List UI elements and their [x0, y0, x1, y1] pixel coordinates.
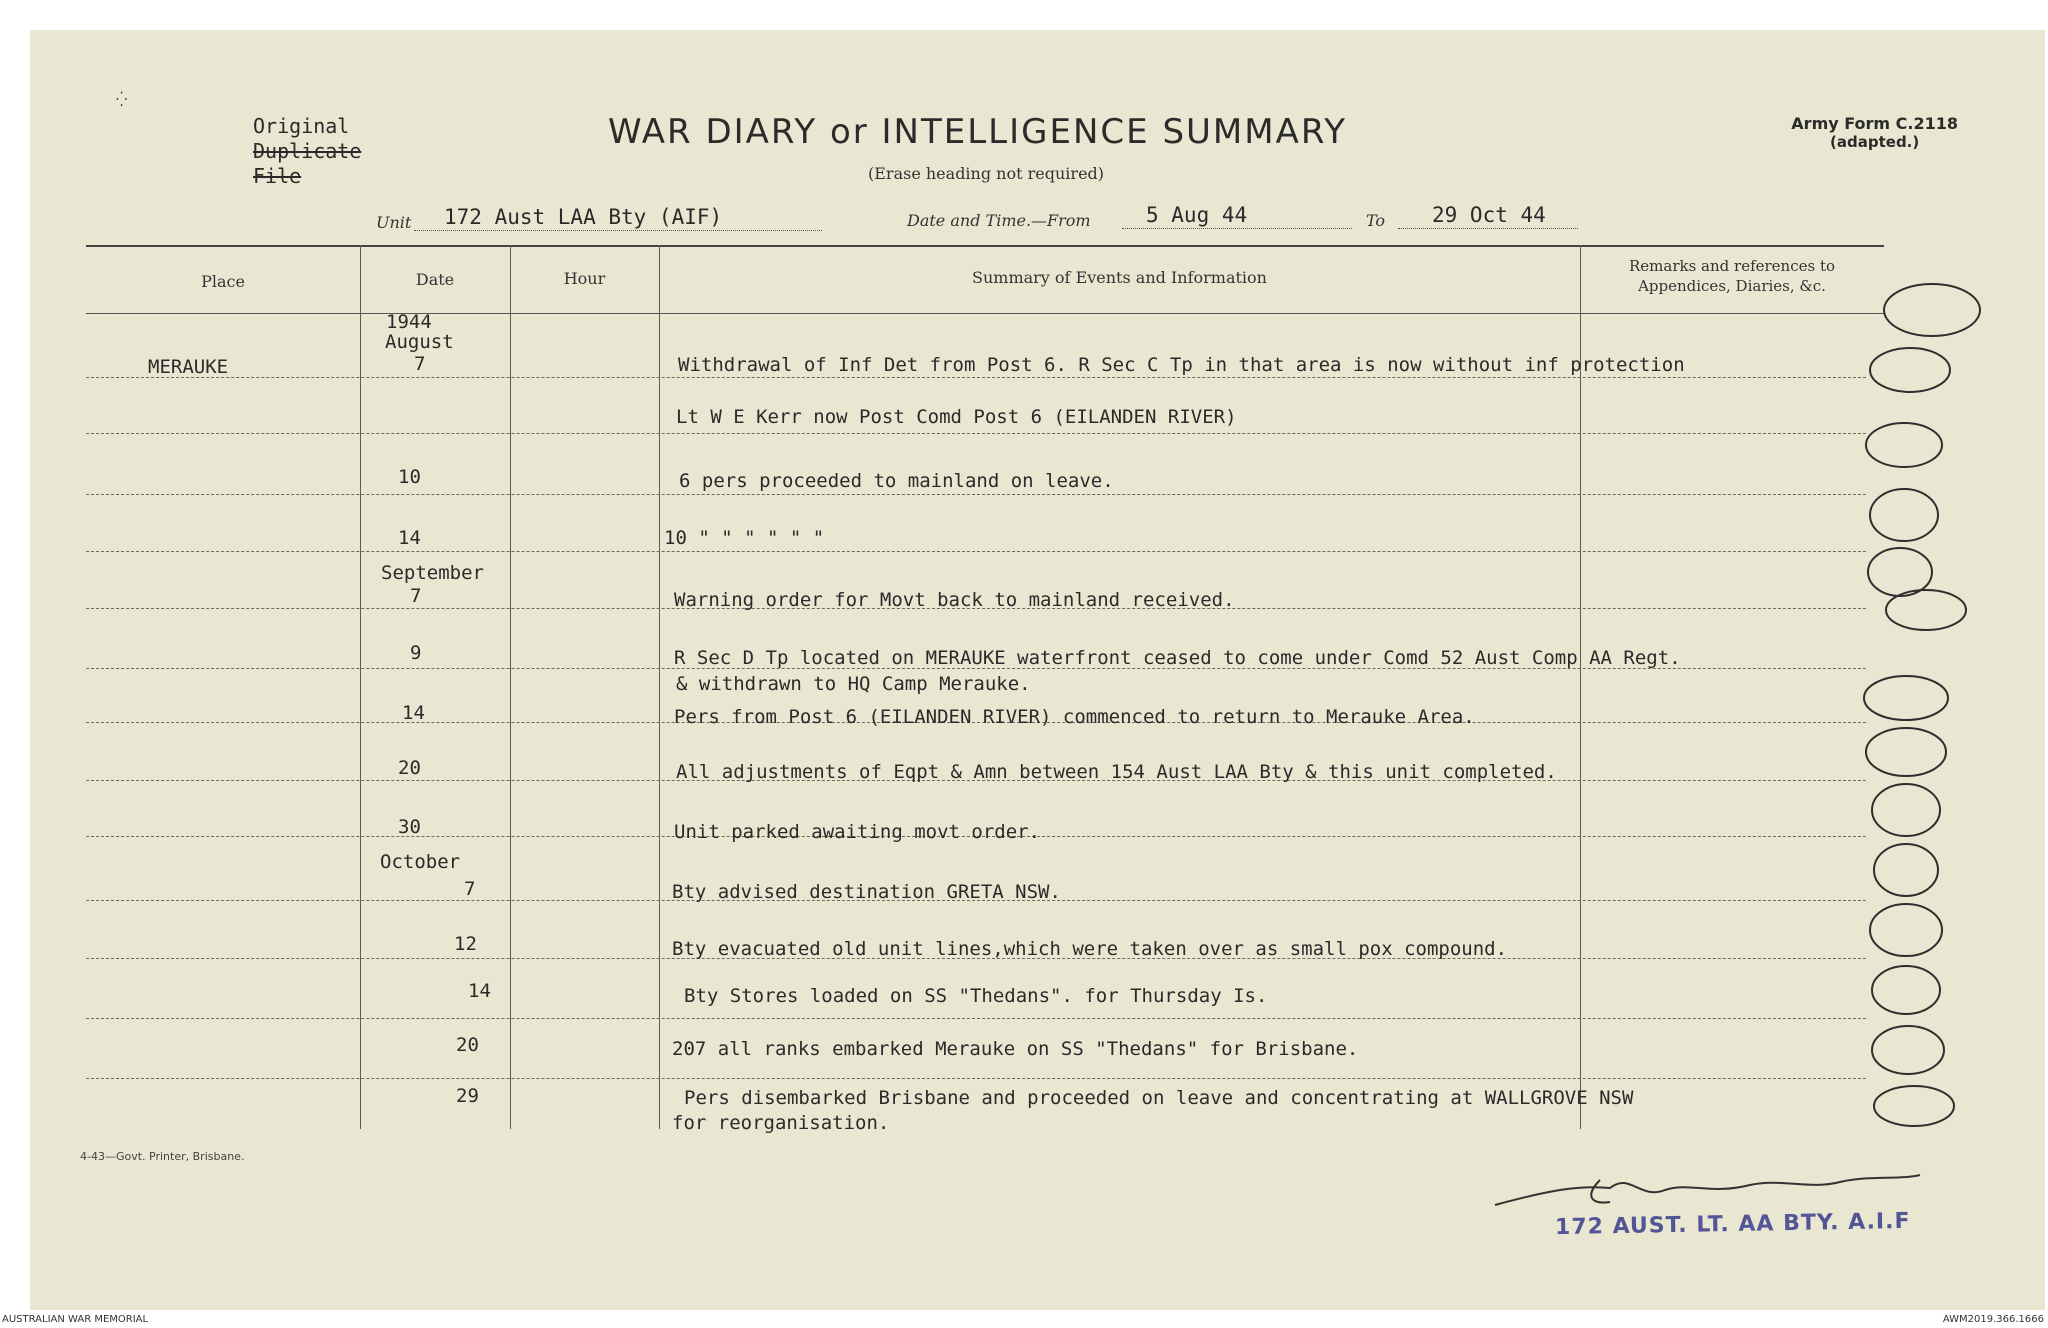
from-underline [1122, 228, 1352, 229]
table-header-border [86, 313, 1884, 314]
printer-note: 4-43—Govt. Printer, Brisbane. [80, 1150, 245, 1163]
archive-id: AWM2019.366.1666 [1942, 1314, 2044, 1325]
unit-label: Unit [376, 213, 412, 232]
form-title: WAR DIARY or INTELLIGENCE SUMMARY [608, 112, 1348, 152]
table-top-border [86, 245, 1884, 247]
summary-cell: R Sec D Tp located on MERAUKE waterfront ceased to come under Comd 52 Aust Comp AA Regt. [674, 647, 1681, 669]
summary-cell: 10 " " " " " " [664, 527, 825, 549]
date-cell: 20 [456, 1034, 479, 1056]
date-cell: 14 [398, 527, 421, 549]
copy-duplicate: Duplicate [253, 139, 362, 163]
to-underline [1398, 228, 1578, 229]
date-cell: 14 [402, 702, 425, 724]
date-cell: 10 [398, 466, 421, 488]
army-form-id [1791, 114, 1958, 151]
summary-cell: Unit parked awaiting movt order. [674, 821, 1041, 843]
date-month: October [380, 851, 461, 873]
header-remarks-line2: Appendices, Diaries, &c. [1638, 277, 1826, 295]
form-subtitle: (Erase heading not required) [868, 164, 1105, 183]
summary-cell: 6 pers proceeded to mainland on leave. [679, 470, 1114, 492]
date-cell: 12 [454, 933, 477, 955]
summary-cell: Bty evacuated old unit lines,which were taken over as small pox compound. [672, 938, 1508, 960]
unit-stamp: 172 AUST. LT. AA BTY. A.I.F [1554, 1208, 1911, 1241]
date-cell: 30 [398, 816, 421, 838]
row-rule [86, 551, 1866, 552]
summary-cell: Withdrawal of Inf Det from Post 6. R Sec C Tp in that area is now without inf protection [678, 354, 1685, 376]
row-rule [86, 1018, 1866, 1019]
date-month: September [381, 562, 484, 584]
header-remarks-line1: Remarks and references to [1628, 257, 1836, 275]
date-cell: 7 [464, 878, 476, 900]
unit-underline [414, 230, 822, 231]
row-rule [86, 494, 1866, 495]
date-time-label: Date and Time.—From [907, 211, 1091, 230]
row-rule [86, 377, 1866, 378]
date-cell: 14 [468, 980, 491, 1002]
header-remarks [1580, 256, 1884, 296]
army-form-adapted: (adapted.) [1830, 133, 1920, 151]
row-rule [86, 1078, 1866, 1079]
summary-cell: Bty Stores loaded on SS "Thedans". for Thursday Is. [684, 985, 1268, 1007]
to-value: 29 Oct 44 [1432, 203, 1546, 227]
row-rule [86, 433, 1866, 434]
ink-mark: ⁛ [116, 92, 128, 108]
summary-cell: Pers disembarked Brisbane and proceeded on leave and concentrating at WALLGROVE NSW [684, 1087, 1634, 1109]
date-cell: 7 [410, 585, 422, 607]
to-label: To [1366, 211, 1386, 230]
date-cell: 9 [410, 642, 422, 664]
date-cell: 7 [414, 353, 426, 375]
summary-cell: 207 all ranks embarked Merauke on SS "Thedans" for Brisbane. [672, 1038, 1359, 1060]
place-cell: MERAUKE [148, 356, 229, 378]
date-year: 1944 [386, 311, 432, 333]
header-date: Date [415, 270, 455, 289]
unit-value: 172 Aust LAA Bty (AIF) [444, 205, 723, 229]
from-value: 5 Aug 44 [1146, 203, 1248, 227]
date-month: August [385, 331, 454, 353]
summary-cell: Bty advised destination GRETA NSW. [672, 881, 1061, 903]
summary-cell: Warning order for Movt back to mainland received. [674, 589, 1235, 611]
summary-cell: for reorganisation. [672, 1112, 890, 1134]
summary-cell: & withdrawn to HQ Camp Merauke. [676, 673, 1031, 695]
summary-cell: All adjustments of Eqpt & Amn between 154 Aust LAA Bty & this unit completed. [676, 761, 1557, 783]
header-summary: Summary of Events and Information [972, 268, 1267, 287]
header-hour: Hour [563, 269, 606, 288]
copy-file: File [253, 164, 302, 188]
summary-cell: Lt W E Kerr now Post Comd Post 6 (EILANDEN RIVER) [676, 406, 1237, 428]
initial-marks-icon [1860, 270, 2030, 1130]
copy-designation [253, 114, 361, 189]
archive-label: AUSTRALIAN WAR MEMORIAL [2, 1314, 149, 1325]
header-place: Place [201, 272, 245, 291]
date-cell: 29 [456, 1085, 479, 1107]
summary-cell: Pers from Post 6 (EILANDEN RIVER) commenced to return to Merauke Area. [674, 706, 1475, 728]
copy-original: Original [253, 114, 350, 138]
army-form-number: Army Form C.2118 [1791, 114, 1958, 133]
date-cell: 20 [398, 757, 421, 779]
